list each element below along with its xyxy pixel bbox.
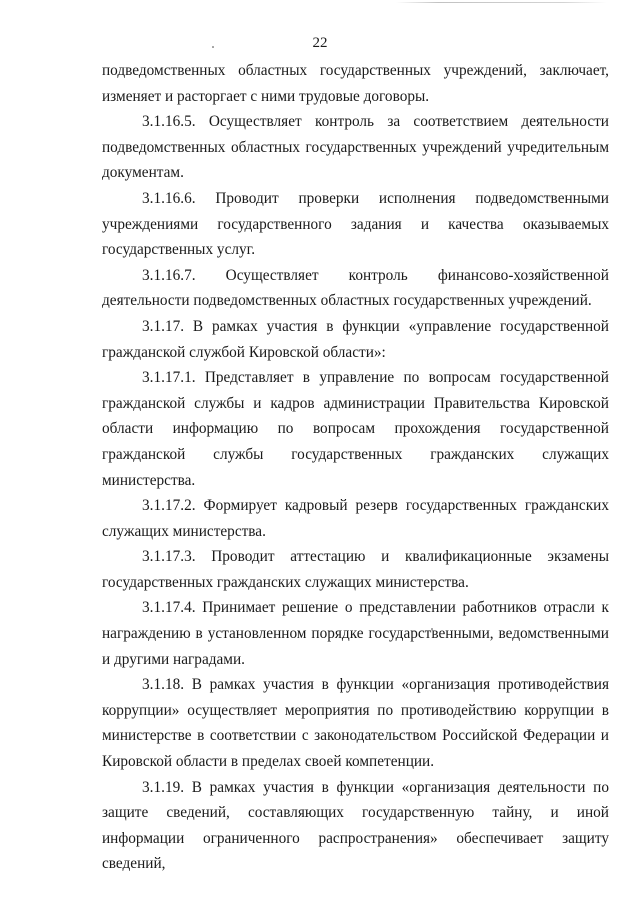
paragraph-3-1-16-5: 3.1.16.5. Осуществляет контроль за соответствием деятельности подведомственных областных государственных учреждений учредительным документам. xyxy=(102,113,609,182)
paragraph-3-1-17-3: 3.1.17.3. Проводит аттестацию и квалификационные экзамены государственных гражданских служащих министерства. xyxy=(102,548,609,591)
paragraph-3-1-16-7: 3.1.16.7. Осуществляет контроль финансово-хозяйственной деятельности подведомственных областных государственных учреждений. xyxy=(102,266,609,310)
paragraph-3-1-17-1: 3.1.17.1. Представляет в управление по вопросам государственной гражданской службы и кадров администрации Правительства Кировской области информацию по вопросам прохождения государственной гражданской службы государственных гражданских служащих министерства. xyxy=(102,369,609,489)
paragraph-3-1-17-2: 3.1.17.2. Формирует кадровый резерв государственных гражданских служащих министерства. xyxy=(102,497,609,540)
document-body xyxy=(102,58,609,877)
paragraph-3-1-17: 3.1.17. В рамках участия в функции «управление государственной гражданской службой Кировской области»: xyxy=(102,317,609,361)
page-number: 22 xyxy=(312,35,328,51)
paragraph-3-1-17-4: 3.1.17.4. Принимает решение о представлении работников отрасли к награждению в установленном порядке государственными, ведомственными и другими наградами. xyxy=(102,599,609,668)
paragraph-3-1-19: 3.1.19. В рамках участия в функции «организация деятельности по защите сведений, составляющих государственную тайну, и иной информации ограниченного распространения» обеспечивает защиту сведений, xyxy=(102,778,609,873)
paragraph-continuation: подведомственных областных государственных учреждений, заключает, изменяет и расторгает с ними трудовые договоры. xyxy=(102,62,609,105)
paragraph-3-1-16-6: 3.1.16.6. Проводит проверки исполнения подведомственными учреждениями государственного задания и качества оказываемых государственных услуг. xyxy=(102,189,609,259)
paragraph-3-1-18: 3.1.18. В рамках участия в функции «организация противодействия коррупции» осуществляет мероприятия по противодействию коррупции в министерстве в соответствии с законодательством Российской Федерации и Кировской области в пределах своей компетенции. xyxy=(102,676,609,771)
scan-artifact xyxy=(396,2,606,3)
